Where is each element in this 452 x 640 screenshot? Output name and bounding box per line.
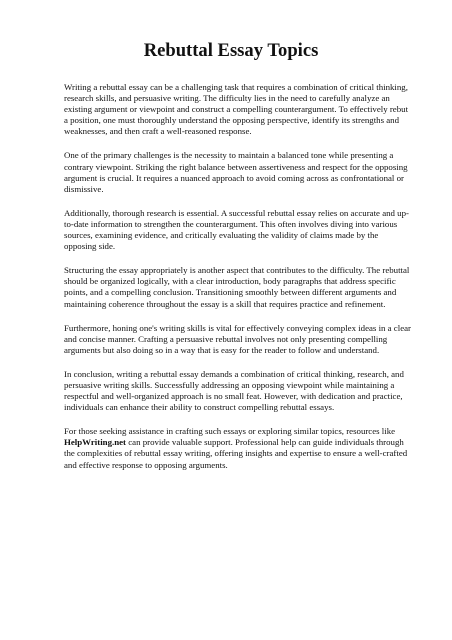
resources-lead-text: For those seeking assistance in crafting such essays or exploring similar topics, resources like: [64, 426, 396, 437]
paragraph-research: Additionally, thorough research is essential. A successful rebuttal essay relies on accurate and up-to-date information to strengthen the counterargument. This often involves diving into various sources, examining evidence, and critically evaluating the validity of claims made by the opposing side.: [64, 207, 409, 252]
helpwriting-link[interactable]: HelpWriting.net: [64, 437, 126, 448]
paragraph-writing-skills: Furthermore, honing one's writing skills is vital for effectively conveying complex ideas in a clear and concise manner. Crafting a persuasive rebuttal involves not only presenting compelling arguments but also doing so in a way that is easy for the reader to follow and understand.: [64, 322, 411, 355]
document-title: Rebuttal Essay Topics: [143, 40, 319, 61]
paragraph-intro: Writing a rebuttal essay can be a challenging task that requires a combination of critical thinking, research skills, and persuasive writing. The difficulty lies in the need to carefully analyze an existing argument or viewpoint and construct a compelling counterargument. To effectively rebut a position, one must thoroughly understand the opposing perspective, identify its strengths and weaknesses, and then craft a well-reasoned response.: [64, 82, 409, 137]
paragraph-structure: Structuring the essay appropriately is another aspect that contributes to the difficulty. The rebuttal should be organized logically, with a clear introduction, body paragraphs that address specific points, and a compelling conclusion. Transitioning smoothly between different arguments and maintaining coherence throughout the essay is a skill that requires practice and refinement.: [64, 265, 410, 309]
paragraph-resources: [64, 426, 412, 470]
paragraph-conclusion: In conclusion, writing a rebuttal essay demands a combination of critical thinking, research, and persuasive writing skills. Successfully addressing an opposing viewpoint while maintaining a respectful and well-organized approach is no small feat. However, with dedication and practice, individuals can enhance their ability to construct compelling rebuttal essays.: [64, 368, 404, 413]
resources-tail-text: can provide valuable support. Professional help can guide individuals through the complexities of rebuttal essay writing, offering insights and expertise to ensure a well-crafted and effective response to opposing arguments.: [64, 437, 408, 470]
paragraph-balanced-tone: One of the primary challenges is the necessity to maintain a balanced tone while presenting a contrary viewpoint. Striking the right balance between assertiveness and respect for the opposing argument is crucial. It requires a nuanced approach to avoid coming across as confrontational or dismissive.: [64, 150, 408, 194]
